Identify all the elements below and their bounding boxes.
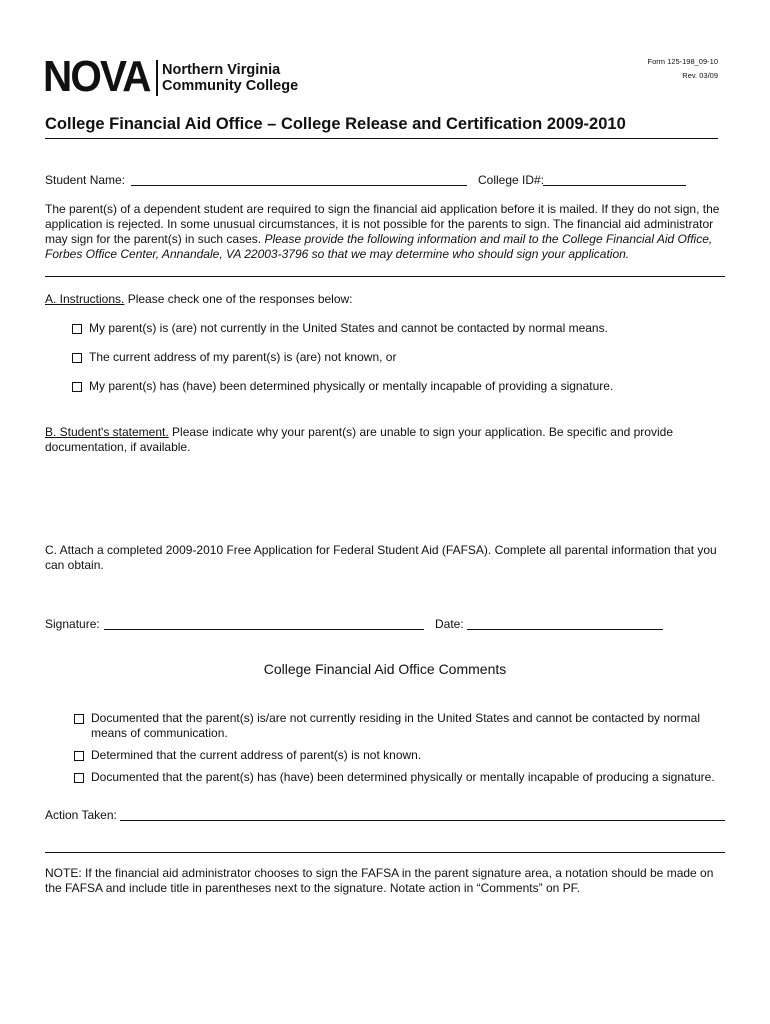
section-a-heading: A. Instructions. — [45, 292, 125, 306]
form-number-block — [648, 55, 718, 83]
student-statement-area[interactable] — [45, 470, 725, 530]
logo-divider — [156, 60, 158, 96]
title-rule — [45, 138, 718, 139]
intro-paragraph — [45, 202, 725, 262]
date-field[interactable] — [467, 629, 663, 630]
comments-title: College Financial Aid Office Comments — [263, 661, 507, 677]
action-taken-label: Action Taken: — [45, 808, 117, 822]
comment-3-label: Documented that the parent(s) has (have) been determined physically or mentally incapable of producing a signature. — [91, 770, 715, 784]
action-taken-field[interactable] — [120, 820, 725, 821]
note-rule — [45, 852, 725, 853]
signature-label: Signature: — [45, 617, 100, 631]
note-paragraph: NOTE: If the financial aid administrator chooses to sign the FAFSA in the parent signature area, a notation should be made on the FAFSA and include title in parentheses next to the signature. Notate action in “Comments” on PF. — [45, 866, 714, 895]
intro-mail-instructions: Please provide the following information and mail to the College Financial Aid Office, Forbes Office Center, Annandale, VA 22003-3796 so that we may determine who should sign your application. — [45, 232, 713, 261]
date-label: Date: — [435, 617, 464, 631]
section-b-heading: B. Student's statement. — [45, 425, 169, 439]
section-b-text: Please indicate why your parent(s) are unable to sign your application. Be specific and provide documentation, if available. — [45, 425, 673, 454]
comment-2-label: Determined that the current address of parent(s) is not known. — [91, 748, 422, 762]
student-name-label: Student Name: — [45, 173, 126, 187]
intro-text: The parent(s) of a dependent student are required to sign the financial aid application before it is mailed. If they do not sign, the application is rejected. In some unusual circumstances, it is not possible for the parents to sign. The financial aid administrator may sign for the parent(s) in such cases. — [45, 202, 720, 246]
nova-logo: NOVA — [43, 52, 150, 101]
section-c — [45, 543, 725, 573]
option-a2-label: The current address of my parent(s) is (are) not known, or — [89, 350, 397, 364]
signature-field[interactable] — [104, 629, 424, 630]
logo-college-name-line1: Northern Virginia — [162, 62, 281, 78]
document-title: College Financial Aid Office – College Release and Certification 2009-2010 — [45, 115, 626, 133]
section-a-text: Please check one of the responses below: — [124, 292, 353, 306]
student-name-field[interactable] — [131, 185, 467, 186]
intro-rule — [45, 276, 725, 277]
form-number: Form 125-198_09-10 — [647, 57, 718, 66]
option-a3-label: My parent(s) has (have) been determined physically or mentally incapable of providing a signature. — [89, 379, 614, 393]
section-c-text: Complete all parental information that you can obtain. — [45, 543, 717, 572]
option-a2-checkbox[interactable] — [72, 353, 82, 363]
college-id-field[interactable] — [543, 185, 686, 186]
section-b — [45, 425, 705, 455]
option-a3-checkbox[interactable] — [72, 382, 82, 392]
comment-1-checkbox[interactable] — [74, 714, 84, 724]
comment-1-label: Documented that the parent(s) is/are not currently residing in the United States and cannot be contacted by normal means of communication. — [91, 711, 701, 740]
option-a1-label: My parent(s) is (are) not currently in the United States and cannot be contacted by normal means. — [89, 321, 608, 335]
section-a — [45, 292, 353, 307]
logo-college-name-line2: Community College — [162, 78, 299, 94]
revision-date: Rev. 03/09 — [682, 71, 718, 80]
college-id-label: College ID#: — [478, 173, 545, 187]
section-c-heading: C. Attach a completed 2009-2010 Free Application for Federal Student Aid (FAFSA). — [45, 543, 492, 557]
option-a1-checkbox[interactable] — [72, 324, 82, 334]
comment-2-checkbox[interactable] — [74, 751, 84, 761]
comment-3-checkbox[interactable] — [74, 773, 84, 783]
